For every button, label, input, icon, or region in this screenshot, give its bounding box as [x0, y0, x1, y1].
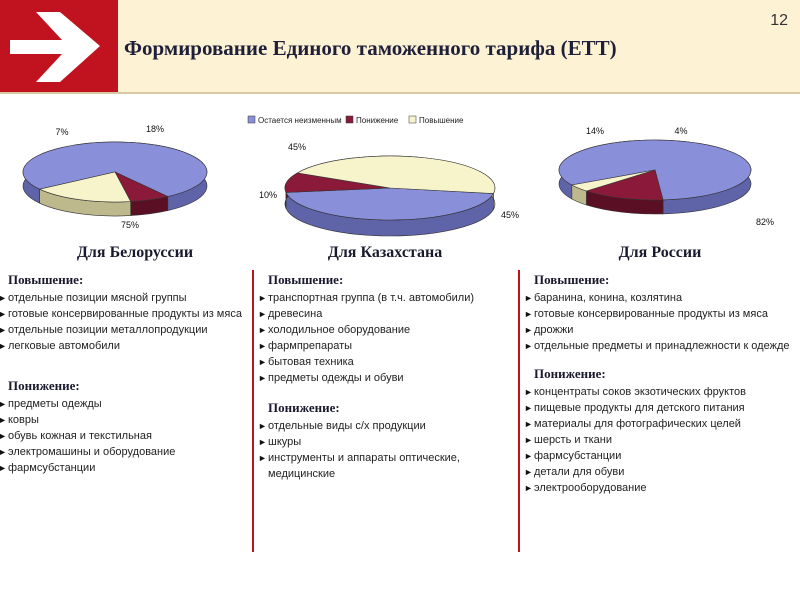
page-title: Формирование Единого таможенного тарифа (ЕТТ)	[124, 36, 617, 60]
list-item: ► легковые автомобили	[0, 338, 248, 354]
column-title-belarus: Для Белоруссии	[76, 244, 194, 261]
increase-heading: Повышение:	[8, 272, 84, 287]
decrease-list	[260, 418, 512, 482]
list-item: ► концентраты соков экзотических фруктов	[526, 384, 796, 400]
list-item: ► детали для обуви	[526, 464, 796, 480]
pie-chart-0	[23, 124, 207, 230]
column-title-russia: Для России	[618, 244, 702, 261]
list-item: ► фармсубстанции	[0, 460, 248, 476]
list-item: ► ковры	[0, 412, 248, 428]
legend-unchanged: Остается неизменным	[258, 116, 342, 125]
list-item: ► электромашины и оборудование	[0, 444, 248, 460]
legend-increase: Повышение	[419, 116, 464, 125]
list-item: ► отдельные позиции металлопродукции	[0, 322, 248, 338]
list-item: ► материалы для фотографических целей	[526, 416, 796, 432]
list-item: ► шкуры	[260, 434, 512, 450]
list-item: ► баранина, конина, козлятина	[526, 290, 796, 306]
pie-data-label: 82%	[755, 217, 775, 227]
column-title-kazakhstan: Для Казахстана	[327, 244, 443, 261]
charts-area	[0, 110, 800, 240]
decrease-list	[0, 396, 248, 476]
legend-swatch-decrease	[346, 116, 353, 123]
decrease-heading: Понижение:	[268, 400, 340, 415]
pie-charts	[0, 110, 800, 240]
increase-list	[260, 290, 512, 386]
increase-heading: Повышение:	[534, 272, 610, 287]
list-item: ► отдельные виды с/х продукции	[260, 418, 512, 434]
pie-data-label: 4%	[674, 126, 688, 136]
list-item: ► предметы одежды	[0, 396, 248, 412]
list-item: ► фармпрепараты	[260, 338, 512, 354]
list-item: ► фармсубстанции	[526, 448, 796, 464]
list-item: ► транспортная группа (в т.ч. автомобили)	[260, 290, 512, 306]
list-item: ► инструменты и аппараты оптические, медицинские	[260, 450, 512, 482]
list-item: ► отдельные предметы и принадлежности к одежде	[526, 338, 796, 354]
header-bar	[0, 0, 800, 94]
pie-data-label: 45%	[500, 210, 520, 220]
list-item: ► предметы одежды и обуви	[260, 370, 512, 386]
logo	[0, 0, 118, 92]
pie-data-label: 75%	[120, 220, 140, 230]
legend-swatch-unchanged	[248, 116, 255, 123]
increase-heading: Повышение:	[268, 272, 344, 287]
increase-list	[0, 290, 248, 354]
list-item: ► отдельные позиции мясной группы	[0, 290, 248, 306]
pie-chart-1	[259, 142, 519, 236]
list-item: ► древесина	[260, 306, 512, 322]
pie-data-label: 18%	[145, 124, 165, 134]
panel-kazakhstan	[260, 270, 512, 482]
list-item: ► бытовая техника	[260, 354, 512, 370]
legend	[248, 116, 464, 125]
list-item: ► готовые консервированные продукты из мяса	[526, 306, 796, 322]
pie-data-label: 7%	[55, 127, 69, 137]
column-divider	[518, 270, 520, 552]
increase-list	[526, 290, 796, 354]
pie-data-label: 14%	[585, 126, 605, 136]
pie-data-label: 10%	[258, 190, 278, 200]
list-item: ► шерсть и ткани	[526, 432, 796, 448]
legend-decrease: Понижение	[356, 116, 399, 125]
decrease-heading: Понижение:	[8, 378, 80, 393]
pie-chart-2	[559, 126, 774, 227]
legend-swatch-increase	[409, 116, 416, 123]
column-divider	[252, 270, 254, 552]
panel-russia	[526, 270, 796, 496]
panel-belarus	[0, 270, 248, 476]
decrease-list	[526, 384, 796, 496]
list-item: ► готовые консервированные продукты из мяса	[0, 306, 248, 322]
list-item: ► холодильное оборудование	[260, 322, 512, 338]
page-number: 12	[770, 12, 788, 29]
decrease-heading: Понижение:	[534, 366, 606, 381]
list-item: ► электрооборудование	[526, 480, 796, 496]
list-item: ► пищевые продукты для детского питания	[526, 400, 796, 416]
list-item: ► дрожжи	[526, 322, 796, 338]
pie-data-label: 45%	[287, 142, 307, 152]
list-item: ► обувь кожная и текстильная	[0, 428, 248, 444]
